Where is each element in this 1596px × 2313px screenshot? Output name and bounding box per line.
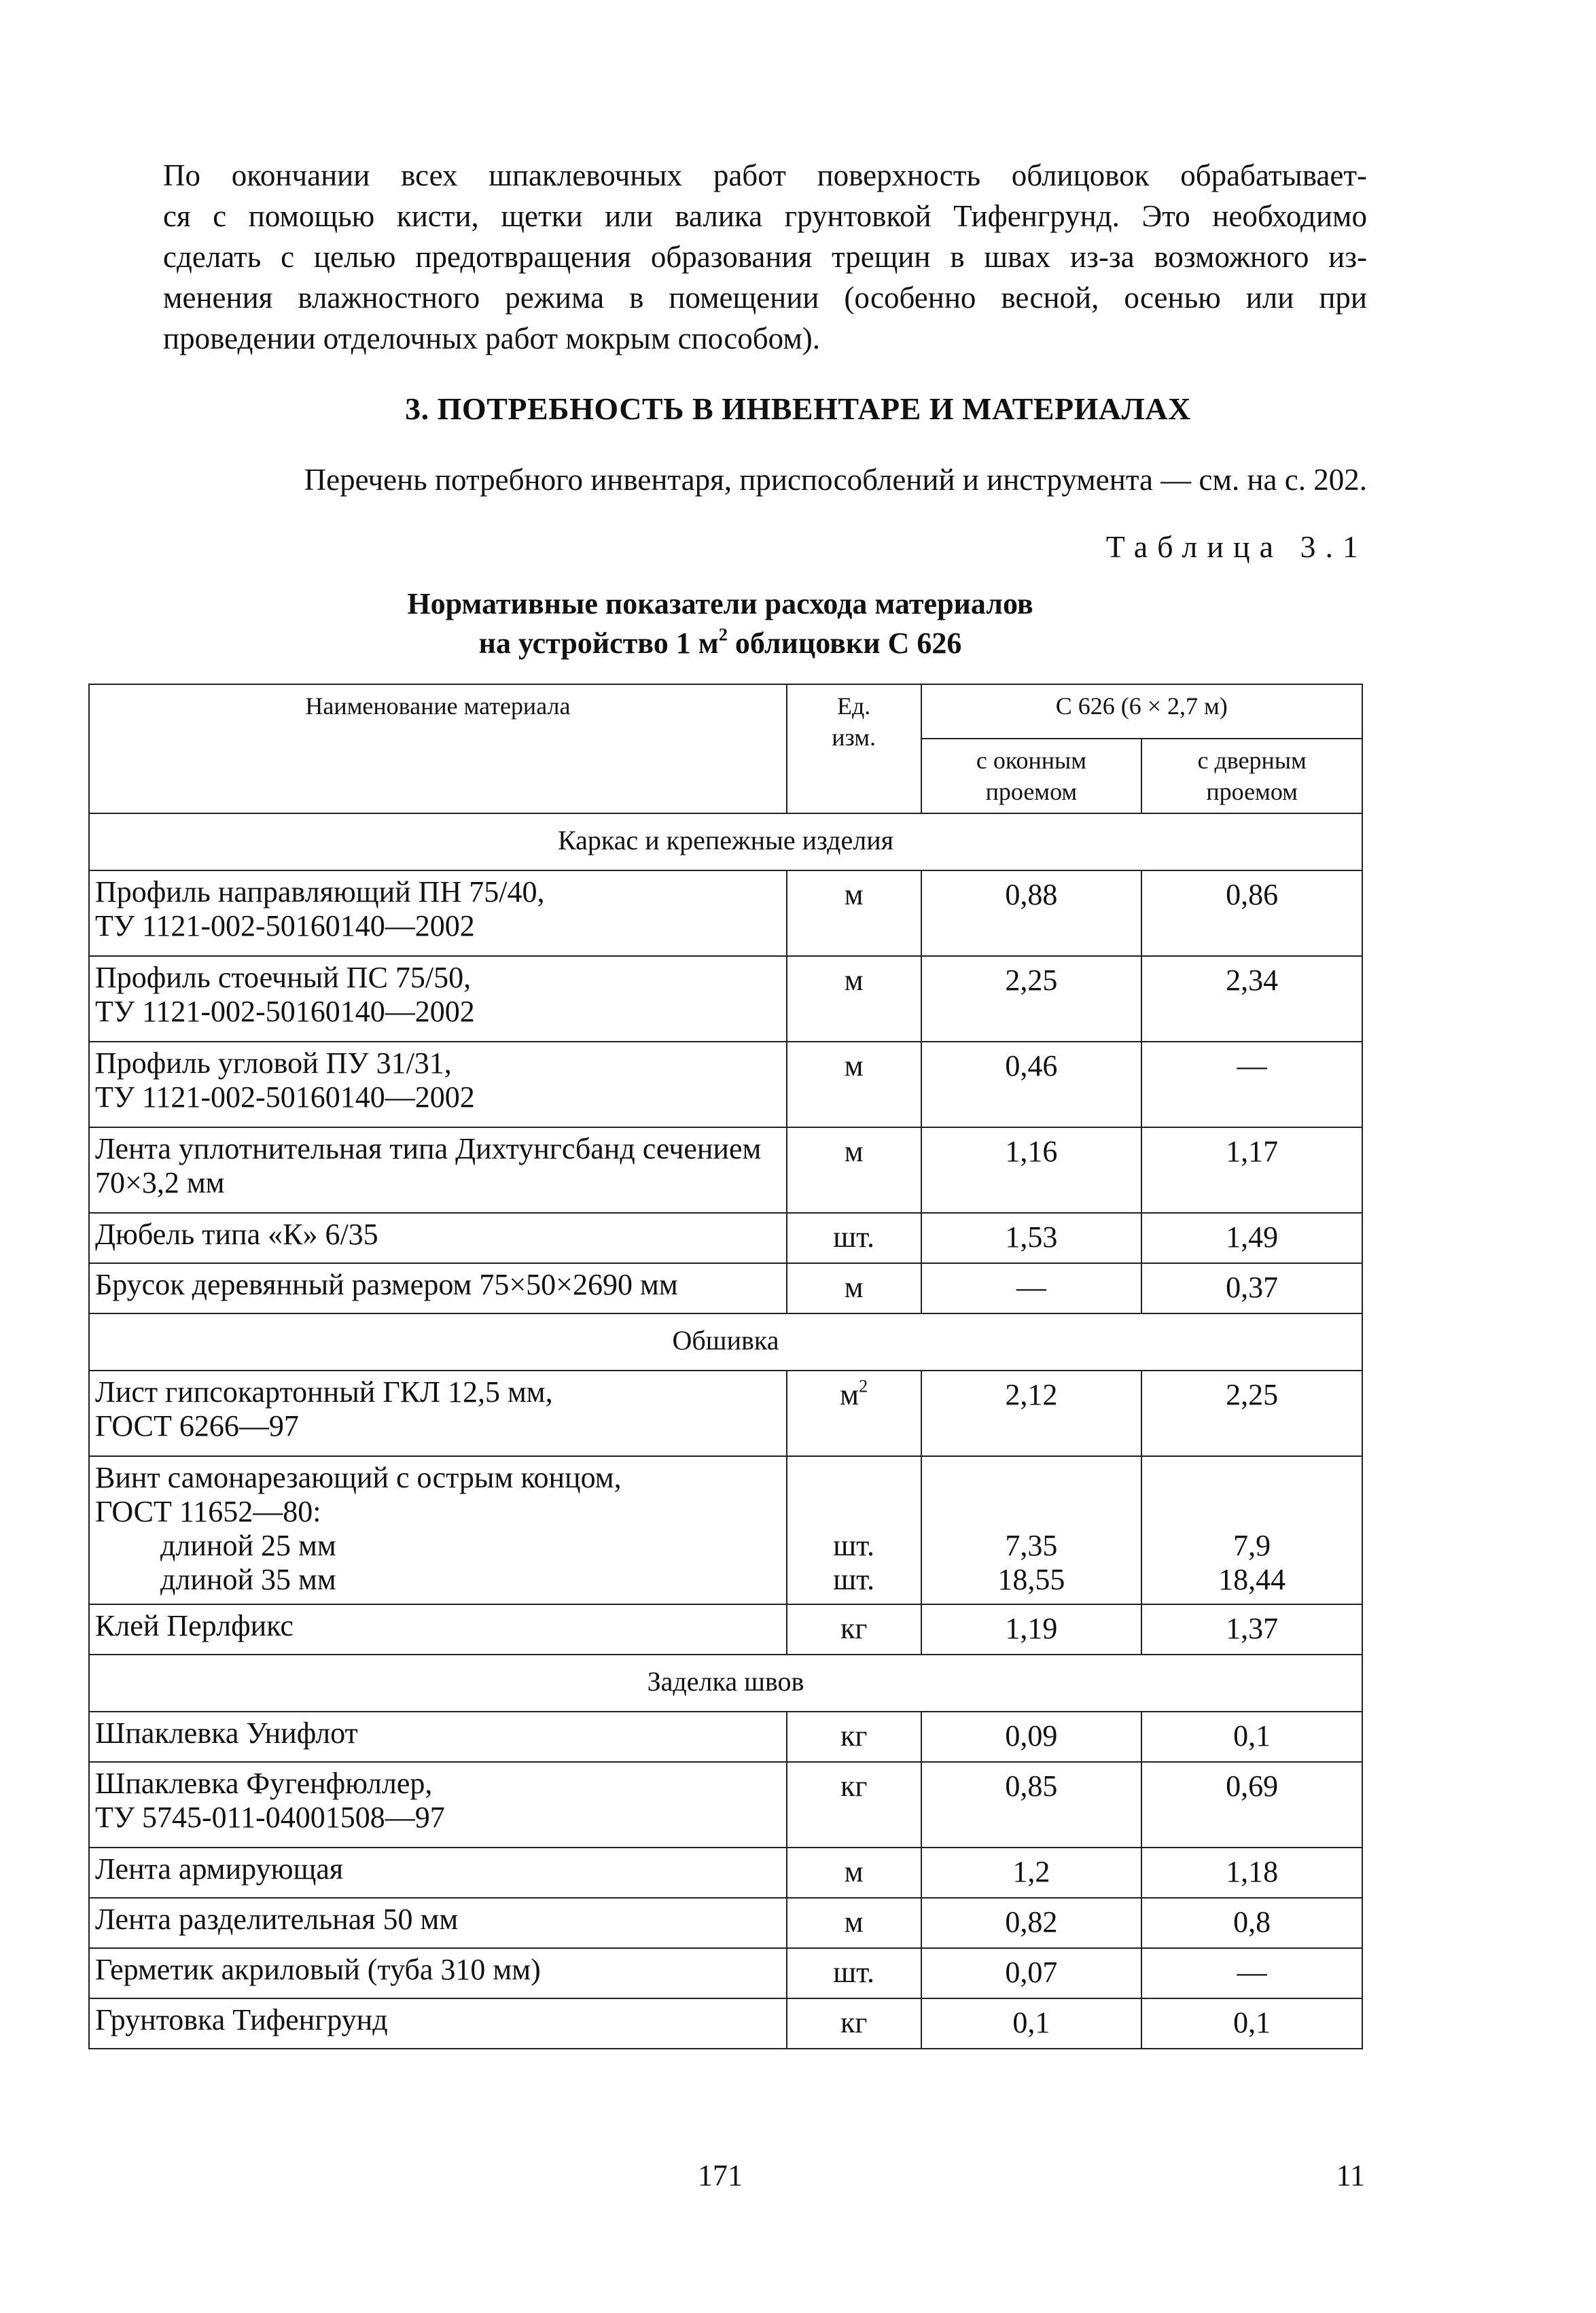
value-door: 2,25 <box>1141 1371 1362 1456</box>
name-line: Винт самонарезающий с острым концом, <box>95 1461 622 1494</box>
material-name: Брусок деревянный размером 75×50×2690 мм <box>89 1263 787 1313</box>
unit-cell <box>787 1456 921 1604</box>
name-line: Профиль стоечный ПС 75/50, <box>95 961 472 994</box>
value-door <box>1141 1456 1362 1604</box>
material-name <box>89 870 787 956</box>
intro-paragraph <box>163 155 1367 359</box>
unit-cell: м <box>787 1042 921 1127</box>
value-window: 0,09 <box>921 1712 1142 1762</box>
material-name <box>89 1042 787 1127</box>
table-row <box>89 1998 1362 2049</box>
name-line: ТУ 1121-002-50160140—2002 <box>95 1080 475 1114</box>
header-col1-line: с оконным <box>976 747 1086 774</box>
header-col2-line: с дверным <box>1197 747 1307 774</box>
table-row <box>89 956 1362 1042</box>
unit-cell: м <box>787 1848 921 1898</box>
material-name: Лента армирующая <box>89 1848 787 1898</box>
value-window: 0,88 <box>921 870 1142 956</box>
value-window <box>921 1456 1142 1604</box>
section-row <box>89 1313 1362 1371</box>
table-row <box>89 1604 1362 1655</box>
name-line: ТУ 5745-011-04001508—97 <box>95 1801 445 1834</box>
material-name: Дюбель типа «К» 6/35 <box>89 1213 787 1263</box>
table-title-line1: Нормативные показатели расхода материалов <box>407 587 1033 620</box>
unit-cell: кг <box>787 1604 921 1655</box>
section-row <box>89 1655 1362 1712</box>
value-window: 0,85 <box>921 1762 1142 1848</box>
header-unit <box>787 684 921 813</box>
table-row <box>89 1263 1362 1313</box>
value-door: 0,8 <box>1141 1898 1362 1948</box>
material-name <box>89 1456 787 1604</box>
table-title-sup: 2 <box>718 624 728 645</box>
table-row <box>89 1127 1362 1213</box>
name-line: Шпаклевка Фугенфюллер, <box>95 1767 433 1800</box>
value-door: 0,86 <box>1141 870 1362 956</box>
intro-line: менения влажностного режима в помещении (особенно весной, осенью или при <box>163 281 1367 315</box>
header-col2 <box>1141 739 1362 813</box>
table-row <box>89 1948 1362 1998</box>
intro-line: сделать с целью предотвращения образования трещин в швах из-за возможного из- <box>163 240 1367 274</box>
reference-line: Перечень потребного инвентаря, приспособлений и инструмента — см. на с. 202. <box>304 463 1367 497</box>
table-row <box>89 1213 1362 1263</box>
value-door: 2,34 <box>1141 956 1362 1042</box>
value-door: 1,17 <box>1141 1127 1362 1213</box>
table-row <box>89 870 1362 956</box>
value-text: 7,35 <box>1005 1529 1058 1562</box>
value-door: 1,37 <box>1141 1604 1362 1655</box>
value-door: 0,1 <box>1141 1998 1362 2049</box>
name-subline: длиной 25 мм <box>160 1529 336 1562</box>
table-title-text: на устройство 1 м <box>478 626 719 660</box>
value-window: 1,2 <box>921 1848 1142 1898</box>
value-text: 18,55 <box>997 1563 1065 1596</box>
value-window: 1,16 <box>921 1127 1142 1213</box>
unit-cell: кг <box>787 1712 921 1762</box>
header-group: С 626 (6 × 2,7 м) <box>921 684 1362 739</box>
unit-cell: м <box>787 1127 921 1213</box>
unit-cell: кг <box>787 1998 921 2049</box>
value-door: — <box>1141 1042 1362 1127</box>
section-row <box>89 813 1362 870</box>
value-window: 2,25 <box>921 956 1142 1042</box>
value-window: 0,46 <box>921 1042 1142 1127</box>
material-name <box>89 956 787 1042</box>
header-col1-line: проемом <box>985 778 1078 805</box>
table-title-text: облицовки С 626 <box>727 626 962 660</box>
value-window: 0,82 <box>921 1898 1142 1948</box>
name-line: Профиль угловой ПУ 31/31, <box>95 1046 452 1080</box>
material-name: Грунтовка Тифенгрунд <box>89 1998 787 2049</box>
unit-cell: м <box>787 870 921 956</box>
material-name: Клей Перлфикс <box>89 1604 787 1655</box>
name-line: ТУ 1121-002-50160140—2002 <box>95 909 475 942</box>
name-line: Лист гипсокартонный ГКЛ 12,5 мм, <box>95 1375 553 1409</box>
material-name: Шпаклевка Унифлот <box>89 1712 787 1762</box>
name-line: 70×3,2 мм <box>95 1166 225 1199</box>
material-name: Герметик акриловый (туба 310 мм) <box>89 1948 787 1998</box>
page-number: 171 <box>698 2159 743 2192</box>
header-unit-line: изм. <box>832 724 876 751</box>
table-title <box>0 584 1440 663</box>
section-sheathing: Обшивка <box>89 1313 1362 1371</box>
name-subline: длиной 35 мм <box>160 1563 336 1596</box>
table-row <box>89 1371 1362 1456</box>
unit-cell: кг <box>787 1762 921 1848</box>
table-row <box>89 1042 1362 1127</box>
material-name <box>89 1371 787 1456</box>
table-row <box>89 1898 1362 1948</box>
value-door: 1,49 <box>1141 1213 1362 1263</box>
value-window: — <box>921 1263 1142 1313</box>
header-name: Наименование материала <box>89 684 787 813</box>
value-text: 7,9 <box>1233 1529 1271 1562</box>
value-window: 1,19 <box>921 1604 1142 1655</box>
header-unit-line: Ед. <box>837 692 871 720</box>
unit-cell: м <box>787 1898 921 1948</box>
unit-text: шт. <box>833 1563 875 1596</box>
section-joints: Заделка швов <box>89 1655 1362 1712</box>
unit-cell: шт. <box>787 1948 921 1998</box>
intro-line: ся с помощью кисти, щетки или валика грунтовкой Тифенгрунд. Это необходимо <box>163 199 1367 233</box>
unit-text: м <box>840 1378 859 1411</box>
folio-number: 11 <box>1336 2159 1365 2192</box>
value-door: 1,18 <box>1141 1848 1362 1898</box>
value-door: 0,37 <box>1141 1263 1362 1313</box>
section-frame: Каркас и крепежные изделия <box>89 813 1362 870</box>
unit-sup: 2 <box>858 1375 868 1396</box>
material-name: Лента разделительная 50 мм <box>89 1898 787 1948</box>
material-name <box>89 1762 787 1848</box>
name-line: Лента уплотнительная типа Дихтунгсбанд сечением <box>95 1132 762 1165</box>
section-heading: 3. ПОТРЕБНОСТЬ В ИНВЕНТАРЕ И МАТЕРИАЛАХ <box>405 391 1191 426</box>
value-text: 18,44 <box>1218 1563 1286 1596</box>
table-row <box>89 1712 1362 1762</box>
value-window: 2,12 <box>921 1371 1142 1456</box>
value-door: — <box>1141 1948 1362 1998</box>
name-line: ГОСТ 6266—97 <box>95 1409 299 1443</box>
unit-cell <box>787 1371 921 1456</box>
table-row <box>89 1848 1362 1898</box>
name-line: ГОСТ 11652—80: <box>95 1495 321 1528</box>
value-window: 0,1 <box>921 1998 1142 2049</box>
unit-cell: м <box>787 956 921 1042</box>
unit-cell: м <box>787 1263 921 1313</box>
name-line: ТУ 1121-002-50160140—2002 <box>95 995 475 1028</box>
value-window: 1,53 <box>921 1213 1142 1263</box>
value-window: 0,07 <box>921 1948 1142 1998</box>
name-line: Профиль направляющий ПН 75/40, <box>95 875 545 908</box>
unit-cell: шт. <box>787 1213 921 1263</box>
intro-line: проведении отделочных работ мокрым способом). <box>163 321 821 355</box>
header-col2-line: проемом <box>1206 778 1298 805</box>
value-door: 0,1 <box>1141 1712 1362 1762</box>
value-door: 0,69 <box>1141 1762 1362 1848</box>
intro-line: По окончании всех шпаклевочных работ поверхность облицовок обрабатывает- <box>163 158 1367 192</box>
table-row <box>89 1456 1362 1604</box>
table-label: Таблица 3.1 <box>1105 529 1368 564</box>
materials-table <box>88 684 1363 2049</box>
header-col1 <box>921 739 1142 813</box>
unit-text: шт. <box>833 1529 875 1562</box>
table-row <box>89 1762 1362 1848</box>
table-title-line2 <box>0 624 1440 663</box>
header-row <box>89 684 1362 739</box>
material-name <box>89 1127 787 1213</box>
